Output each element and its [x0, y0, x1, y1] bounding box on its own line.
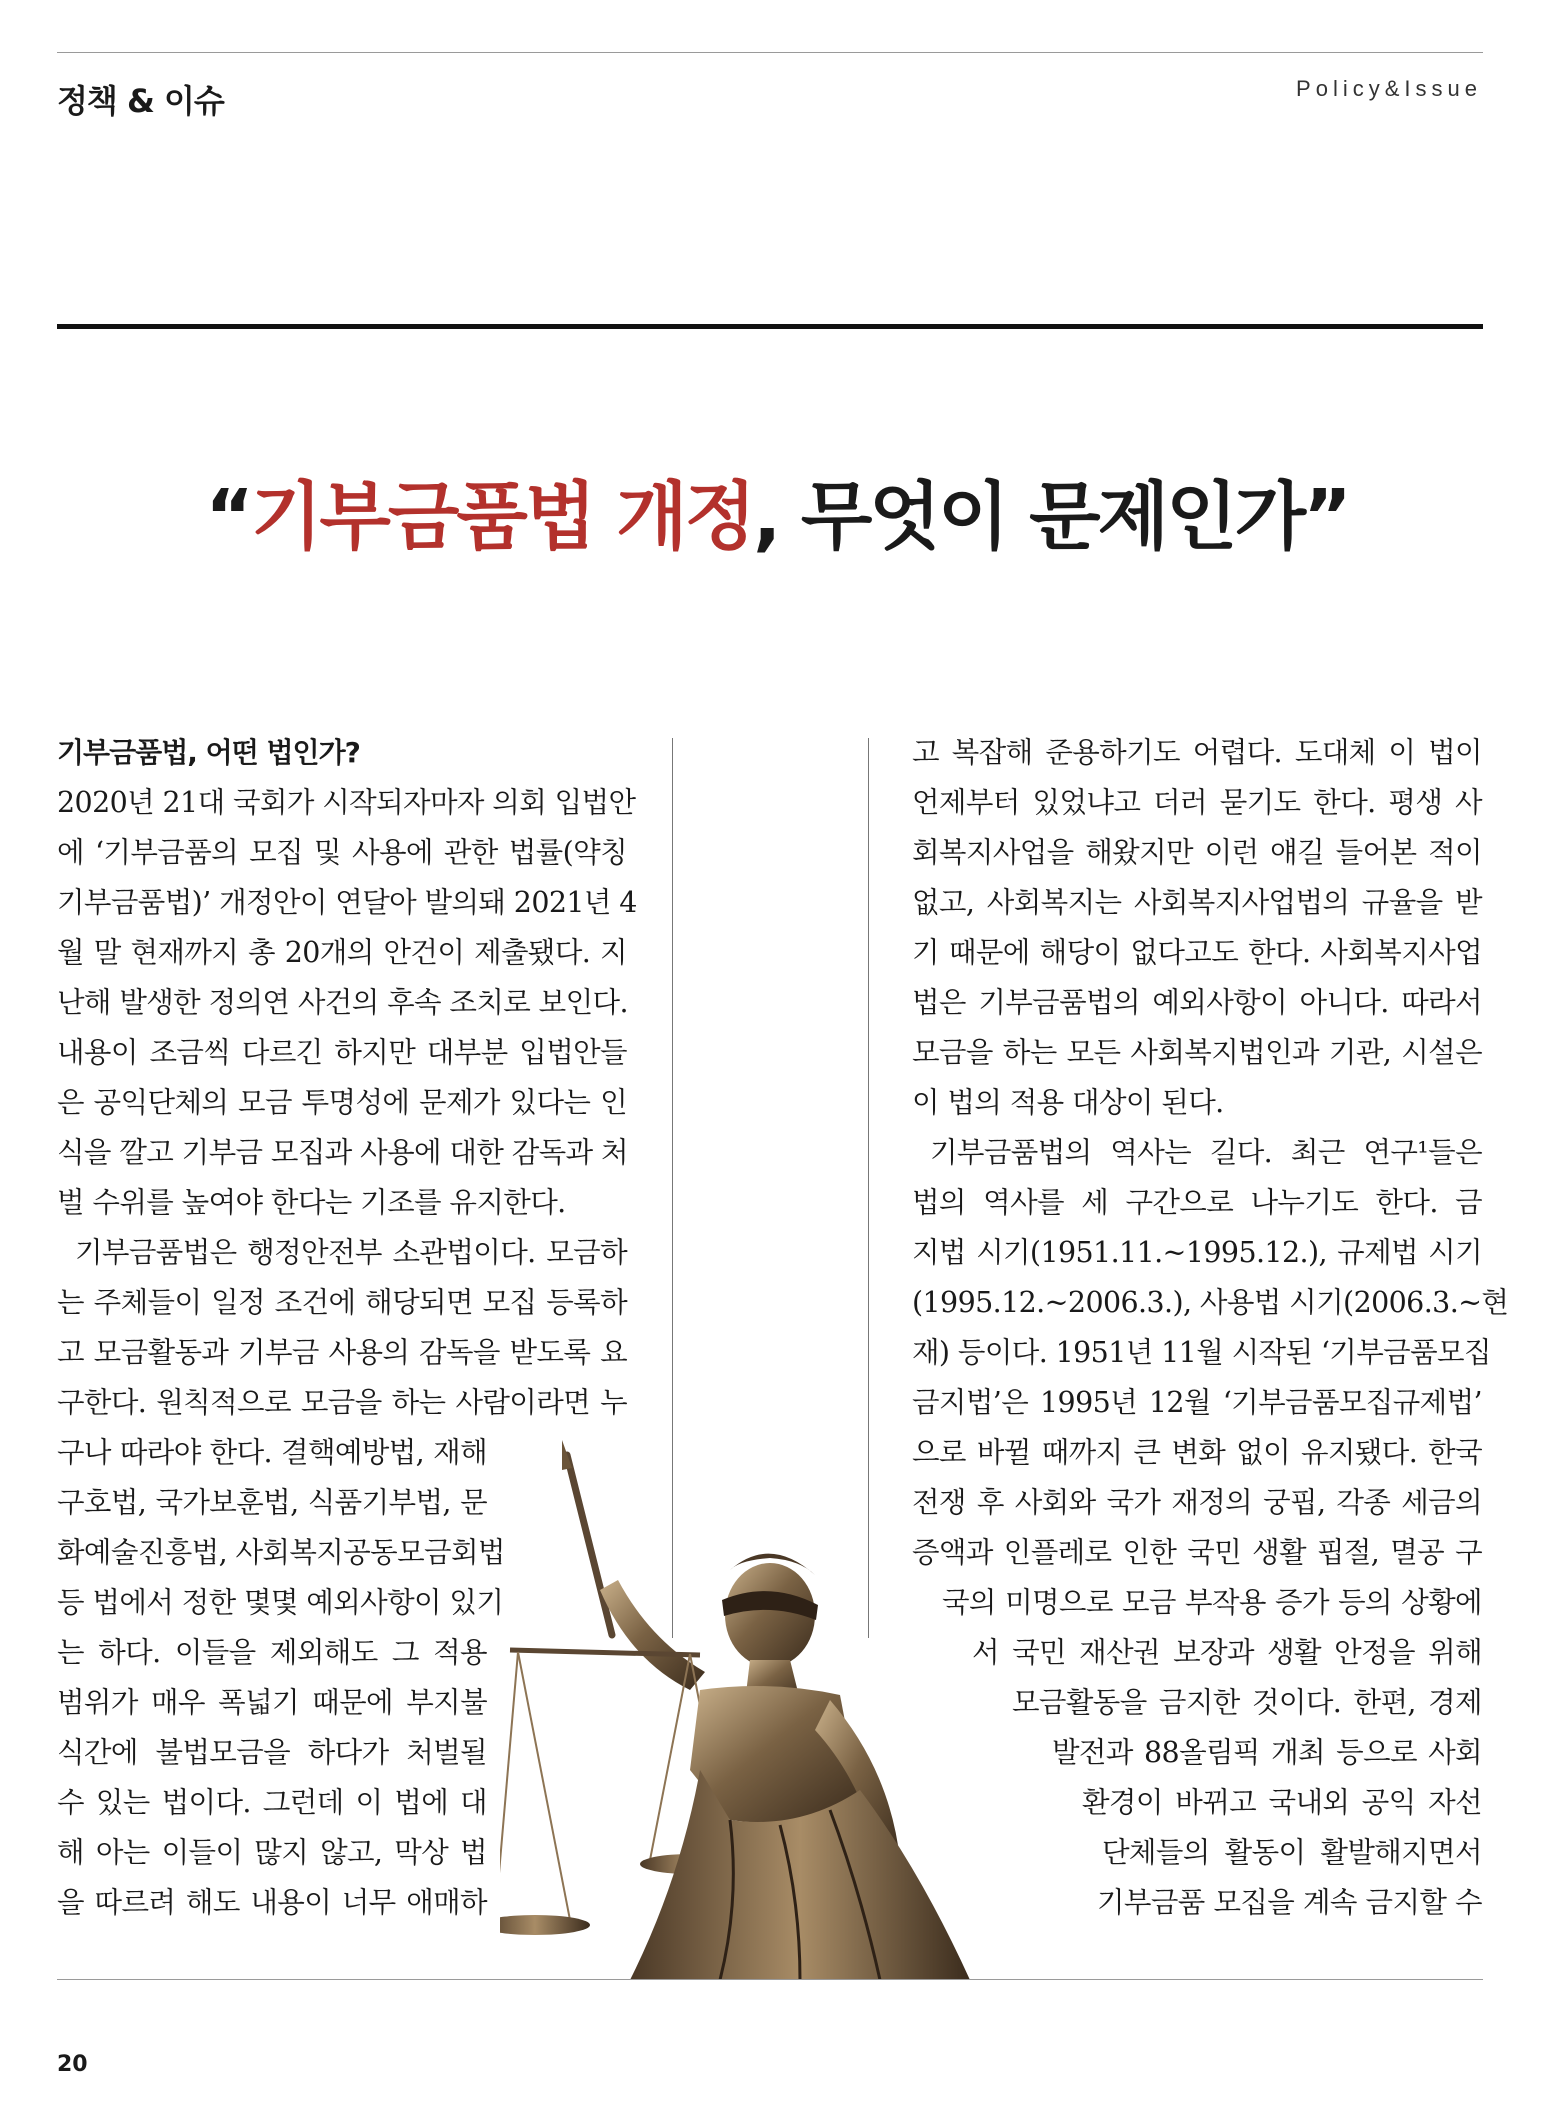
- section-title-en: Policy&Issue: [1296, 76, 1482, 101]
- paragraph-line: 환경이 바뀌고 국내외 공익 자선: [1082, 1786, 1482, 1819]
- section-title-ko: 정책 & 이슈: [57, 82, 224, 120]
- paragraph-line: 이 법의 적용 대상이 된다.: [912, 1086, 1224, 1119]
- paragraph-line: 은 공익단체의 모금 투명성에 문제가 있다는 인: [57, 1086, 627, 1119]
- paragraph-line: 수 있는 법이다. 그런데 이 법에 대: [57, 1786, 487, 1819]
- paragraph-line: 범위가 매우 폭넓기 때문에 부지불: [57, 1686, 487, 1719]
- paragraph-line: 해 아는 이들이 많지 않고, 막상 법: [57, 1836, 487, 1869]
- paragraph-line: 기 때문에 해당이 없다고도 한다. 사회복지사업: [912, 936, 1482, 969]
- paragraph-line: 등 법에서 정한 몇몇 예외사항이 있기: [57, 1586, 504, 1619]
- paragraph-line: 기부금품법의 역사는 길다. 최근 연구¹들은: [930, 1136, 1482, 1169]
- paragraph-line: 회복지사업을 해왔지만 이런 얘길 들어본 적이: [912, 836, 1482, 869]
- paragraph-line: 는 주체들이 일정 조건에 해당되면 모집 등록하: [57, 1286, 627, 1319]
- paragraph-line: 법은 기부금품법의 예외사항이 아니다. 따라서: [912, 986, 1482, 1019]
- paragraph-line: 서 국민 재산권 보장과 생활 안정을 위해: [972, 1636, 1482, 1669]
- paragraph-line: 난해 발생한 정의연 사건의 후속 조치로 보인다.: [57, 986, 628, 1019]
- paragraph-line: 국의 미명으로 모금 부작용 증가 등의 상황에: [942, 1586, 1482, 1619]
- paragraph-line: 기부금품 모집을 계속 금지할 수: [1097, 1886, 1482, 1919]
- headline-open-quote: “: [205, 474, 251, 560]
- paragraph-line: 식을 깔고 기부금 모집과 사용에 대한 감독과 처: [57, 1136, 628, 1169]
- bottom-rule: [57, 1979, 1483, 1980]
- paragraph-line: 지법 시기(1951.11.~1995.12.), 규제법 시기: [912, 1236, 1482, 1269]
- paragraph-line: 전쟁 후 사회와 국가 재정의 궁핍, 각종 세금의: [912, 1486, 1482, 1519]
- paragraph-line: 모금활동을 금지한 것이다. 한편, 경제: [1012, 1686, 1482, 1719]
- paragraph-line: 없고, 사회복지는 사회복지사업법의 규율을 받: [912, 886, 1482, 919]
- paragraph-line: 2020년 21대 국회가 시작되자마자 의회 입법안: [57, 786, 636, 819]
- headline: [0, 458, 1554, 564]
- paragraph-line: 모금을 하는 모든 사회복지법인과 기관, 시설은: [912, 1036, 1482, 1069]
- paragraph-line: 기부금품법은 행정안전부 소관법이다. 모금하: [75, 1236, 627, 1269]
- lady-justice-statue-image: [500, 1440, 1120, 1980]
- top-rule: [57, 52, 1483, 53]
- paragraph-line: 발전과 88올림픽 개최 등으로 사회: [1052, 1736, 1482, 1769]
- paragraph-line: 법의 역사를 세 구간으로 나누기도 한다. 금: [912, 1186, 1482, 1219]
- paragraph-line: 을 따르려 해도 내용이 너무 애매하: [57, 1886, 487, 1919]
- paragraph-line: 구한다. 원칙적으로 모금을 하는 사람이라면 누: [57, 1386, 627, 1419]
- paragraph-line: 으로 바뀔 때까지 큰 변화 없이 유지됐다. 한국: [912, 1436, 1482, 1469]
- paragraph-line: 는 하다. 이들을 제외해도 그 적용: [57, 1636, 487, 1669]
- title-divider: [57, 324, 1483, 329]
- paragraph-line: 금지법’은 1995년 12월 ‘기부금품모집규제법’: [912, 1386, 1482, 1419]
- paragraph-line: 화예술진흥법, 사회복지공동모금회법: [57, 1536, 505, 1569]
- paragraph-line: 언제부터 있었냐고 더러 묻기도 한다. 평생 사: [912, 786, 1482, 819]
- paragraph-line: 재) 등이다. 1951년 11월 시작된 ‘기부금품모집: [912, 1336, 1491, 1369]
- paragraph-line: 구나 따라야 한다. 결핵예방법, 재해: [57, 1436, 487, 1469]
- paragraph-line: 에 ‘기부금품의 모집 및 사용에 관한 법률(약칭: [57, 836, 627, 869]
- headline-close-quote: ”: [1303, 474, 1349, 560]
- paragraph-line: 구호법, 국가보훈법, 식품기부법, 문: [57, 1486, 487, 1519]
- page-number: 20: [57, 2052, 88, 2077]
- paragraph-line: 기부금품법)’ 개정안이 연달아 발의돼 2021년 4: [57, 886, 637, 919]
- paragraph-line: 단체들의 활동이 활발해지면서: [1102, 1836, 1482, 1869]
- headline-rest: , 무엇이 문제인가: [753, 474, 1304, 560]
- paragraph-line: 고 모금활동과 기부금 사용의 감독을 받도록 요: [57, 1336, 627, 1369]
- paragraph-line: 고 복잡해 준용하기도 어렵다. 도대체 이 법이: [912, 736, 1482, 769]
- article-subhead: 기부금품법, 어떤 법인가?: [57, 736, 360, 769]
- paragraph-line: (1995.12.~2006.3.), 사용법 시기(2006.3.~현: [912, 1286, 1509, 1319]
- paragraph-line: 식간에 불법모금을 하다가 처벌될: [57, 1736, 487, 1769]
- paragraph-line: 내용이 조금씩 다르긴 하지만 대부분 입법안들: [57, 1036, 627, 1069]
- paragraph-line: 벌 수위를 높여야 한다는 기조를 유지한다.: [57, 1186, 566, 1219]
- paragraph-line: 월 말 현재까지 총 20개의 안건이 제출됐다. 지: [57, 936, 627, 969]
- paragraph-line: 증액과 인플레로 인한 국민 생활 핍절, 멸공 구: [912, 1536, 1482, 1569]
- headline-highlight: 기부금품법 개정: [250, 474, 754, 560]
